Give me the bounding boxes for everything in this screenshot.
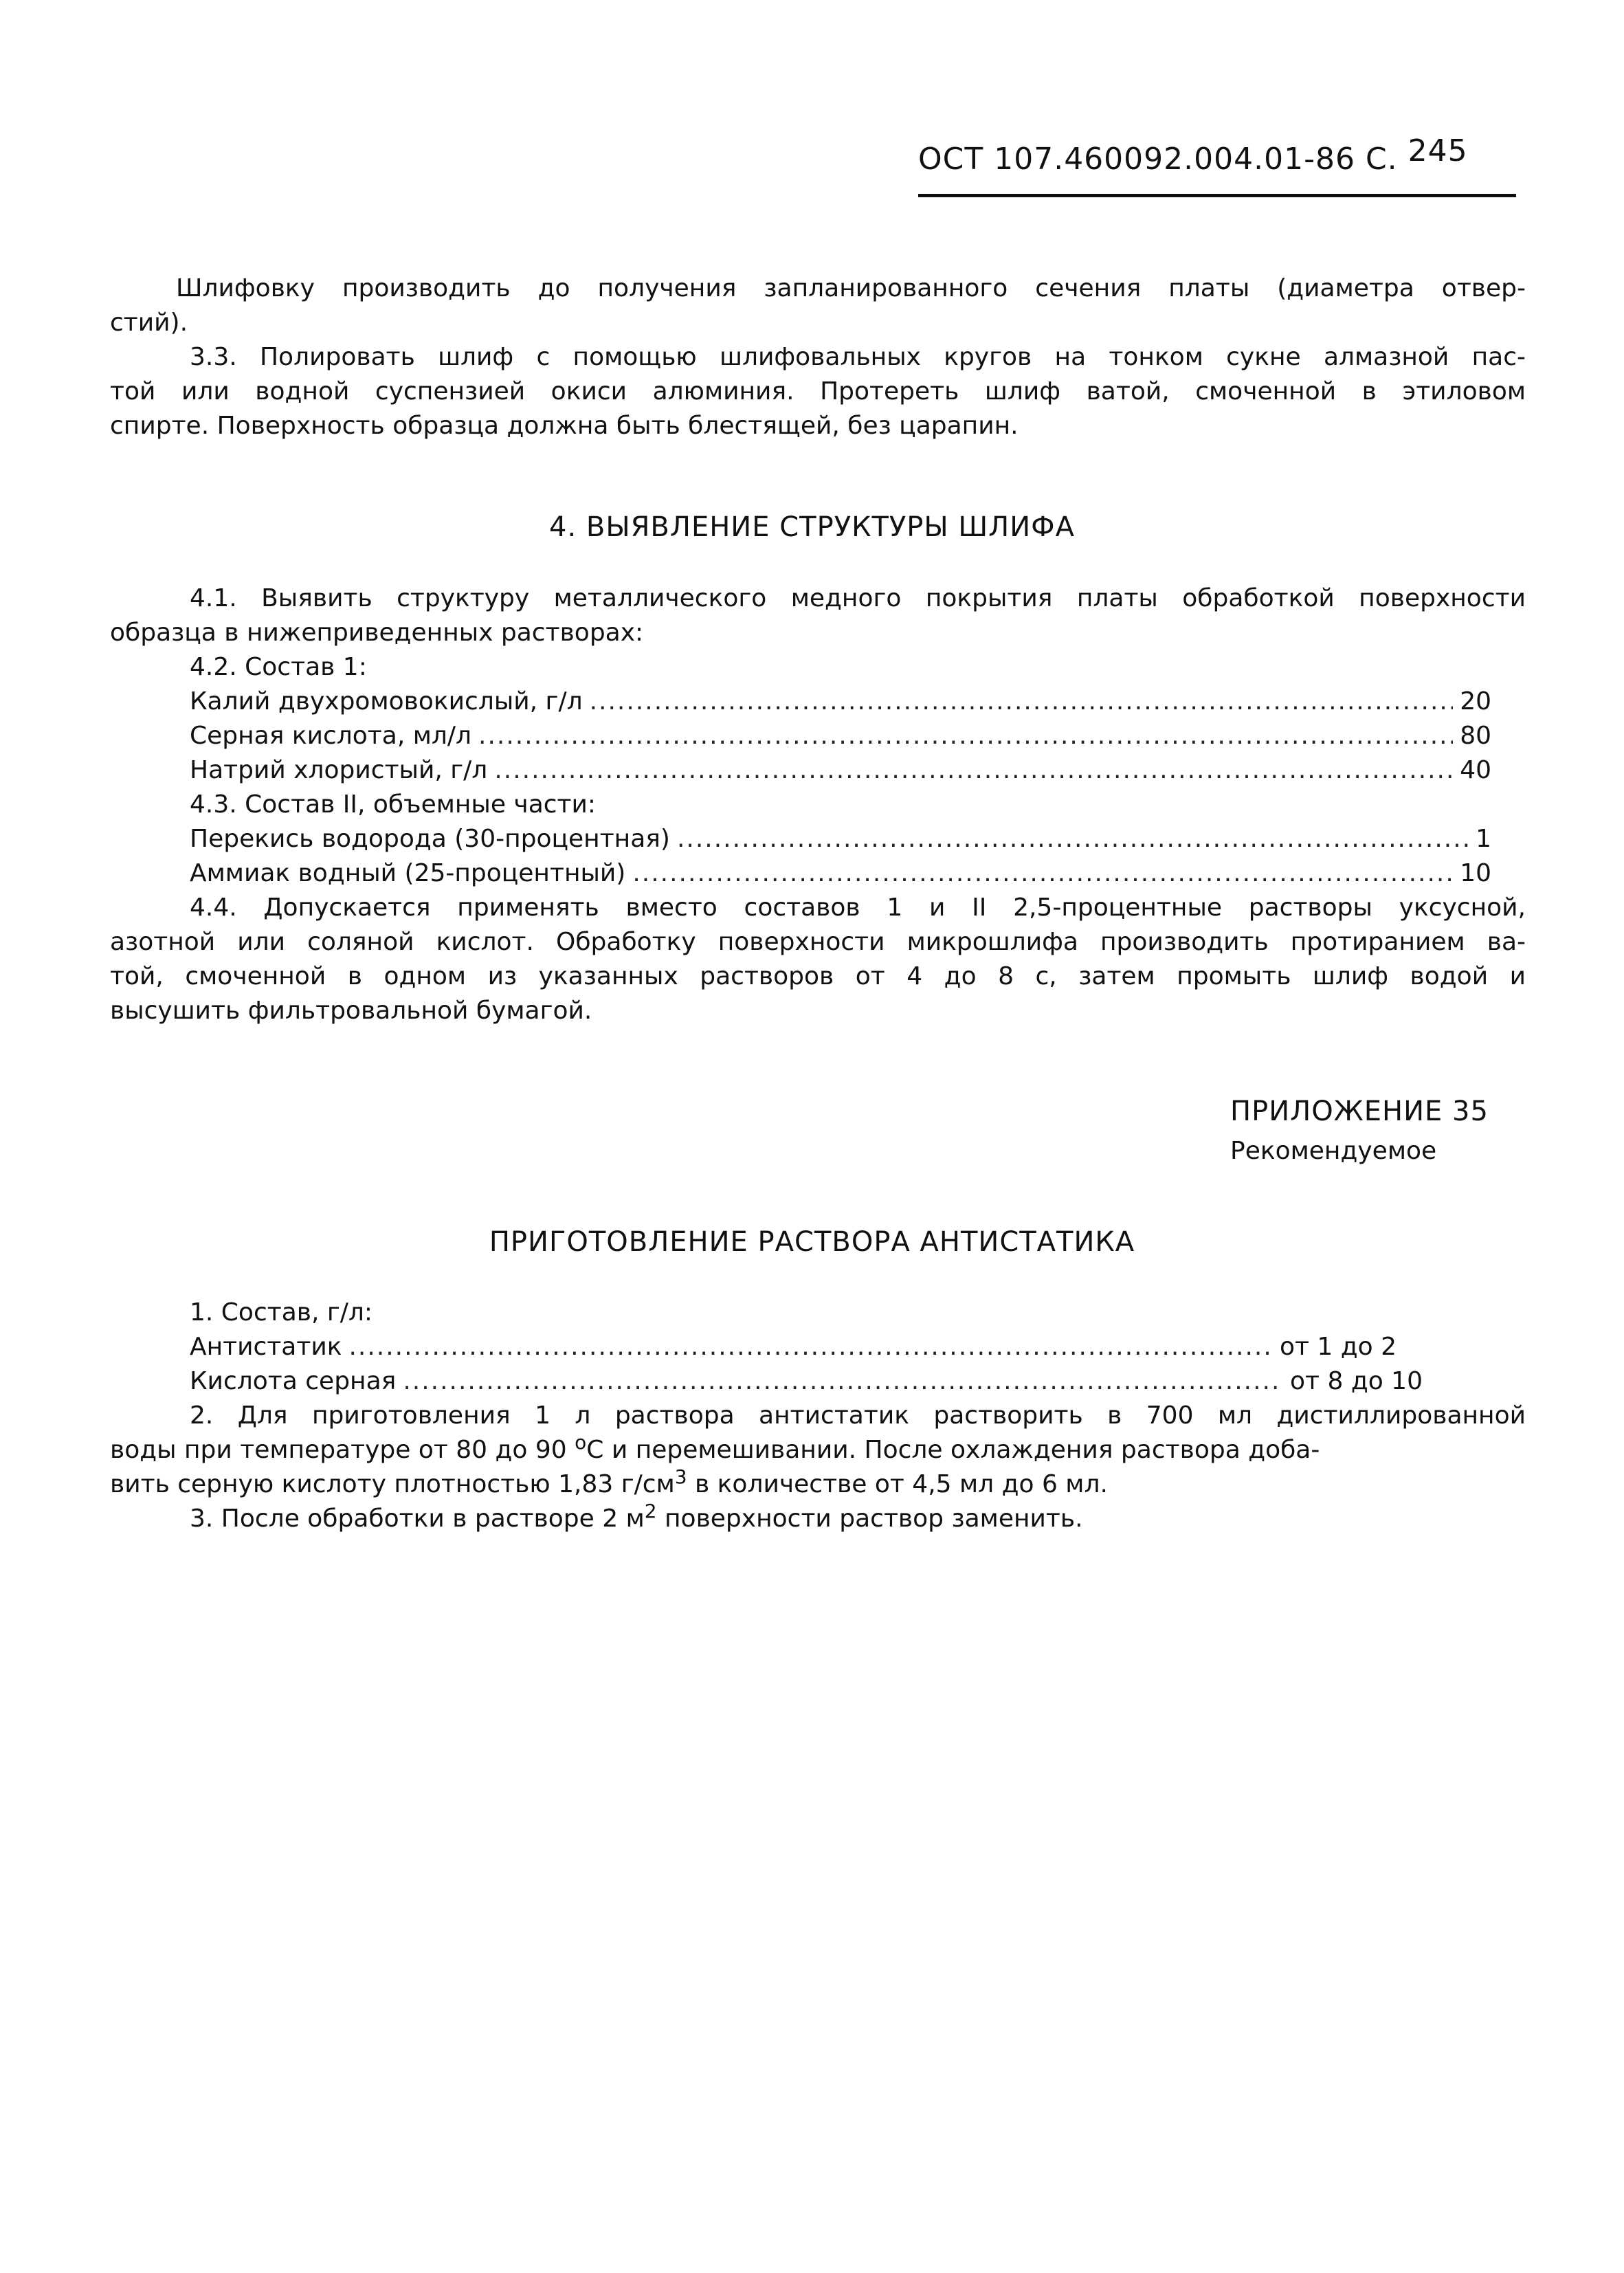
paragraph-3-3-line: спирте. Поверхность образца должна быть блестящей, без царапин. bbox=[110, 412, 1019, 440]
appendix-block bbox=[110, 1296, 1526, 1536]
paragraph-4-3: 4.3. Состав II, объемные части: bbox=[190, 790, 597, 819]
paragraph-4-1-line: образца в нижеприведенных растворах: bbox=[110, 619, 644, 647]
paragraph-4-1-line: 4.1. Выявить структуру металлического медного покрытия платы обработкой поверхности bbox=[190, 584, 1526, 612]
intro-line: Шлифовку производить до получения запланированного сечения платы (диаметра отвер- bbox=[176, 274, 1526, 302]
ingredient-name: Антистатик bbox=[190, 1333, 342, 1361]
leader-dots bbox=[590, 685, 1454, 719]
appendix-composition-row bbox=[110, 1364, 1526, 1399]
ingredient-value: 1 bbox=[1476, 825, 1491, 853]
ingredient-value: от 8 до 10 bbox=[1290, 1367, 1423, 1395]
superscript: 2 bbox=[644, 1500, 657, 1522]
ingredient-value: 20 bbox=[1460, 687, 1491, 716]
paragraph-4-4-line: высушить фильтровальной бумагой. bbox=[110, 997, 592, 1025]
leader-dots bbox=[494, 753, 1453, 788]
text-segment: 3. После обработки в растворе 2 м bbox=[190, 1505, 645, 1533]
paragraph-4-4-line: той, смоченной в одном из указанных растворов от 4 до 8 с, затем промыть шлиф водой и bbox=[110, 962, 1526, 990]
text-segment: в количестве от 4,5 мл до 6 мл. bbox=[687, 1470, 1108, 1498]
document-code: ОСТ 107.460092.004.01-86 С. bbox=[918, 142, 1398, 177]
section-4-heading: 4. ВЫЯВЛЕНИЕ СТРУКТУРЫ ШЛИФА bbox=[549, 511, 1075, 543]
ingredient-value: от 1 до 2 bbox=[1279, 1333, 1397, 1361]
degree-mark: о bbox=[575, 1431, 587, 1454]
composition-1-row bbox=[110, 753, 1526, 788]
appendix-label-block bbox=[1230, 1091, 1489, 1171]
leader-dots bbox=[632, 856, 1453, 891]
paragraph-3-3-line: той или водной суспензией окиси алюминия. Протереть шлиф ватой, смоченной в этиловом bbox=[110, 377, 1526, 406]
paragraph-3-3-line: 3.3. Полировать шлиф с помощью шлифовальных кругов на тонком сукне алмазной пас- bbox=[190, 343, 1526, 371]
composition-2-row bbox=[110, 856, 1526, 891]
ingredient-value: 40 bbox=[1460, 756, 1491, 784]
appendix-heading: ПРИГОТОВЛЕНИЕ РАСТВОРА АНТИСТАТИКА bbox=[489, 1226, 1135, 1258]
appendix-label: ПРИЛОЖЕНИЕ 35 bbox=[1230, 1096, 1489, 1127]
intro-line: стий). bbox=[110, 309, 188, 337]
section-4-block bbox=[110, 581, 1526, 1028]
leader-dots bbox=[403, 1364, 1283, 1399]
composition-1-row bbox=[110, 685, 1526, 719]
ingredient-name: Натрий хлористый, г/л bbox=[190, 756, 488, 784]
ingredient-name: Перекись водорода (30-процентная) bbox=[190, 825, 670, 853]
paragraph-4-4-line: 4.4. Допускается применять вместо составов 1 и II 2,5-процентные растворы уксусной, bbox=[190, 894, 1526, 922]
paragraph-4-2: 4.2. Состав 1: bbox=[190, 653, 367, 681]
leader-dots bbox=[478, 719, 1453, 753]
appendix-status: Рекомендуемое bbox=[1230, 1137, 1437, 1165]
paragraph-4-4-line: азотной или соляной кислот. Обработку поверхности микрошлифа производить протиранием ва- bbox=[110, 928, 1526, 956]
appendix-paragraph-2-line: 2. Для приготовления 1 л раствора антистатик растворить в 700 мл дистиллированной bbox=[190, 1401, 1526, 1430]
ingredient-name: Кислота серная bbox=[190, 1367, 397, 1395]
appendix-paragraph-3 bbox=[110, 1502, 1526, 1536]
intro-block bbox=[110, 271, 1526, 443]
leader-dots bbox=[677, 822, 1469, 856]
leader-dots bbox=[348, 1330, 1272, 1364]
text-segment: вить серную кислоту плотностью 1,83 г/см bbox=[110, 1470, 675, 1498]
composition-1-row bbox=[110, 719, 1526, 753]
ingredient-name: Калий двухромовокислый, г/л bbox=[190, 687, 583, 716]
header-rule bbox=[918, 194, 1516, 197]
ingredient-name: Аммиак водный (25-процентный) bbox=[190, 859, 626, 887]
appendix-paragraph-1: 1. Состав, г/л: bbox=[190, 1298, 373, 1327]
appendix-paragraph-2-line bbox=[110, 1433, 1526, 1467]
text-segment: воды при температуре от 80 до 90 bbox=[110, 1436, 567, 1464]
page-number: 245 bbox=[1408, 133, 1468, 168]
superscript: 3 bbox=[674, 1465, 687, 1488]
ingredient-name: Серная кислота, мл/л bbox=[190, 722, 472, 750]
text-segment: С и перемешивании. После охлаждения раствора доба- bbox=[586, 1436, 1320, 1464]
appendix-paragraph-2-line bbox=[110, 1467, 1526, 1502]
ingredient-value: 10 bbox=[1460, 859, 1491, 887]
text-segment: поверхности раствор заменить. bbox=[656, 1505, 1083, 1533]
ingredient-value: 80 bbox=[1460, 722, 1491, 750]
page-header bbox=[918, 133, 1516, 177]
appendix-composition-row bbox=[110, 1330, 1526, 1364]
composition-2-row bbox=[110, 822, 1526, 856]
